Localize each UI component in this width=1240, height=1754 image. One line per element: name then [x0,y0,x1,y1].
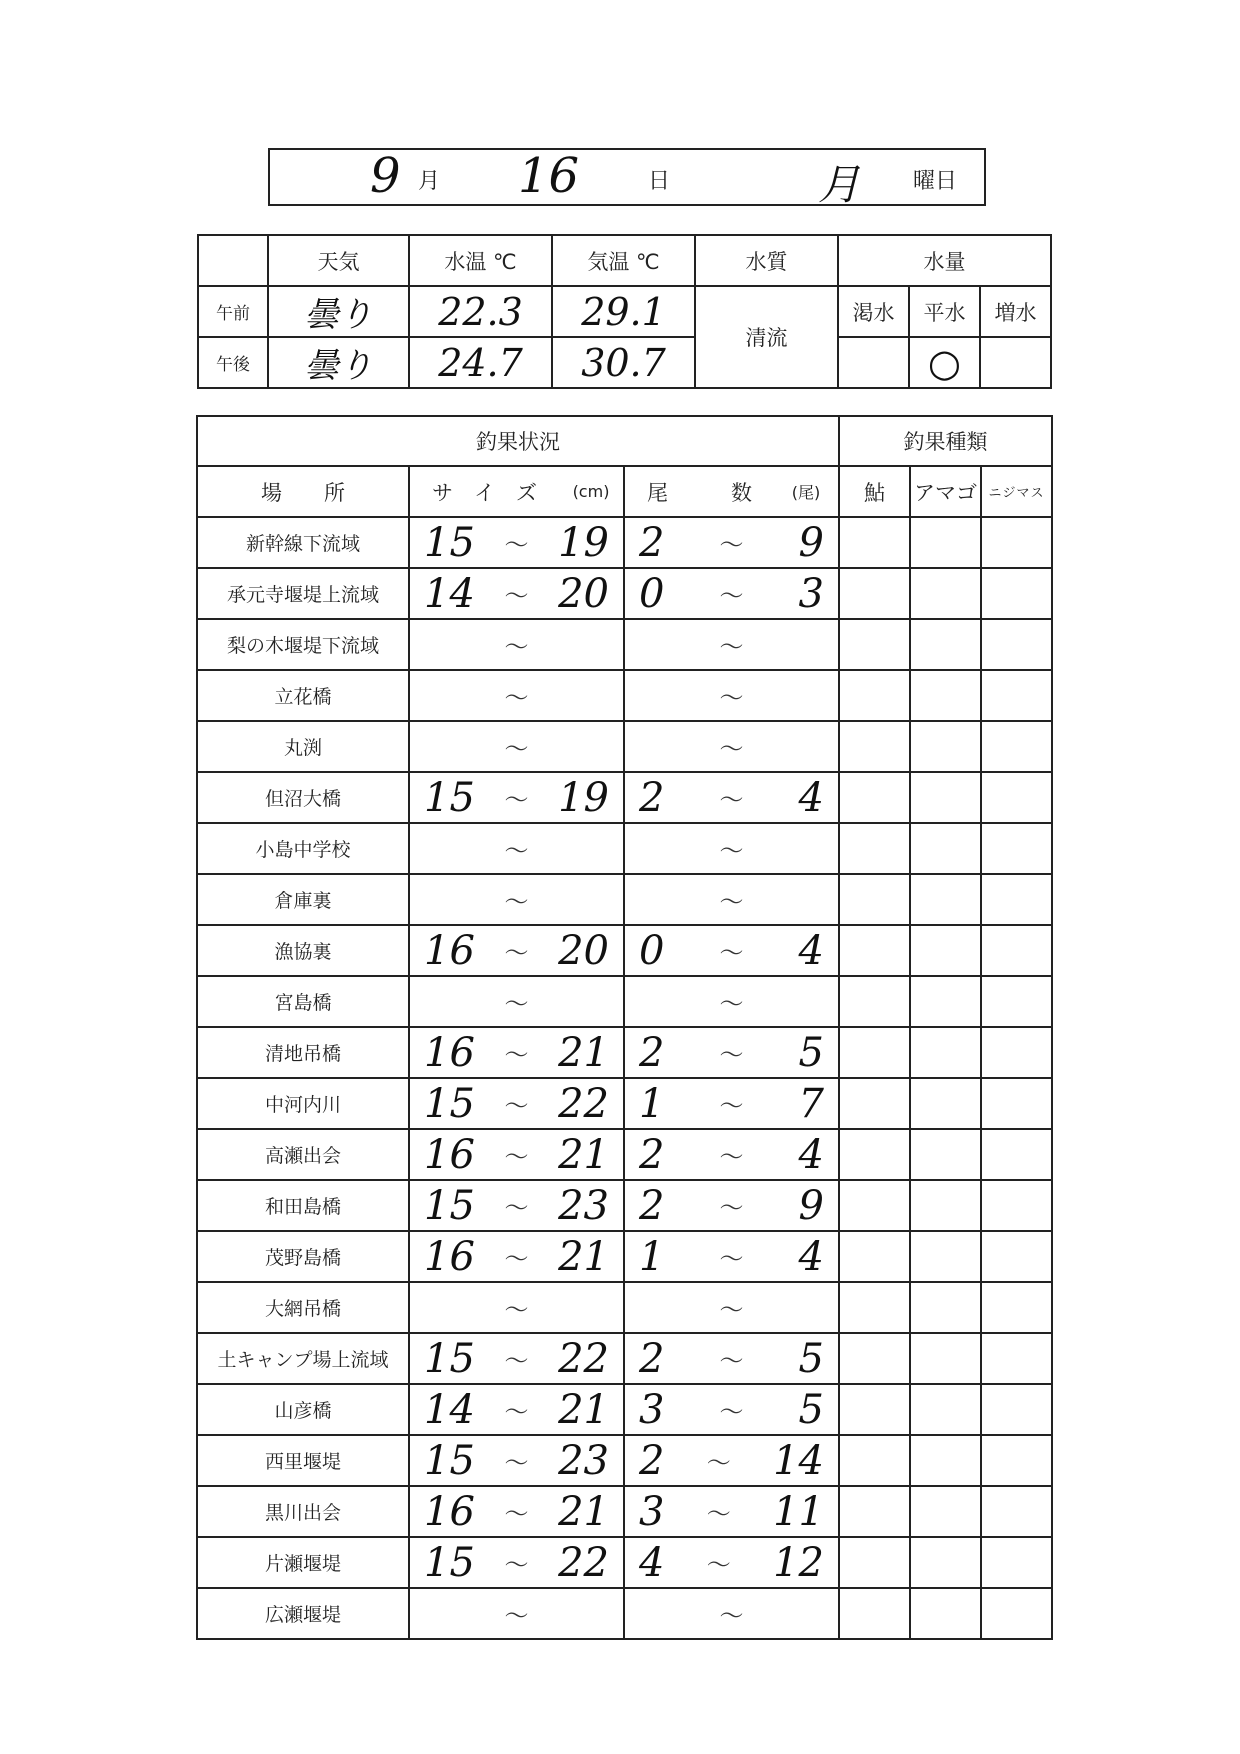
table-row [197,1384,1052,1435]
species-amago-cell [910,1078,981,1129]
size-range [409,1486,624,1537]
size-range [409,1078,624,1129]
range-tilde: ～ [719,1296,744,1324]
size-range [409,670,624,721]
range-tilde: ～ [504,1449,529,1477]
range-tilde: ～ [719,1092,744,1120]
size-range-max: 20 [558,927,609,974]
level-mark-high [980,337,1051,388]
size-range [409,1537,624,1588]
range-tilde: ～ [504,1143,529,1171]
place-name: 西里堰堤 [197,1435,409,1486]
catch-table [196,415,1053,1640]
place-name: 茂野島橋 [197,1231,409,1282]
size-range-max: 22 [558,1539,609,1586]
count-range-max: 3 [798,570,824,617]
species-ayu-cell [839,1180,910,1231]
size-range [409,772,624,823]
species-rainbow-trout-cell [981,1231,1052,1282]
species-ayu-cell [839,1435,910,1486]
pm-water-temp: 24.7 [409,337,552,388]
count-range-min: 2 [639,519,665,566]
species-rainbow-trout-cell [981,1384,1052,1435]
size-range [409,874,624,925]
table-row [197,976,1052,1027]
size-range-min: 16 [424,1131,475,1178]
range-tilde: ～ [504,633,529,661]
range-tilde: ～ [504,1041,529,1069]
range-tilde: ～ [719,786,744,814]
species-rainbow-trout-cell [981,1129,1052,1180]
species-rainbow-trout-cell [981,772,1052,823]
species-amago-cell [910,1333,981,1384]
place-name: 小島中学校 [197,823,409,874]
table-row [197,1129,1052,1180]
count-range-min: 2 [639,1182,665,1229]
range-tilde: ～ [504,531,529,559]
count-range [624,1333,839,1384]
size-range-min: 15 [424,1539,475,1586]
range-tilde: ～ [719,939,744,967]
species-amago-cell [910,1384,981,1435]
species-amago-cell [910,619,981,670]
count-range [624,1486,839,1537]
species-ayu-cell [839,772,910,823]
place-name: 山彦橋 [197,1384,409,1435]
species-rainbow-trout-cell [981,1027,1052,1078]
range-tilde: ～ [706,1449,731,1477]
place-name: 立花橋 [197,670,409,721]
size-range [409,1333,624,1384]
place-name: 丸渕 [197,721,409,772]
range-tilde: ～ [504,735,529,763]
species-ayu-cell [839,1588,910,1639]
size-range-max: 19 [558,519,609,566]
species-amago-cell [910,1435,981,1486]
day-value: 16 [518,148,580,204]
species-amago-cell [910,1588,981,1639]
species-amago-cell [910,1180,981,1231]
size-range [409,517,624,568]
am-water-temp: 22.3 [409,286,552,337]
range-tilde: ～ [706,1551,731,1579]
size-range-min: 16 [424,1233,475,1280]
count-range-min: 2 [639,1029,665,1076]
range-tilde: ～ [719,888,744,916]
species-ayu-cell [839,721,910,772]
range-tilde: ～ [504,888,529,916]
table-row [197,1027,1052,1078]
table-row [197,772,1052,823]
count-range [624,619,839,670]
species-amago-cell [910,1231,981,1282]
species-ayu-cell [839,925,910,976]
table-row [197,1231,1052,1282]
size-range [409,1282,624,1333]
species-rainbow-trout-cell [981,619,1052,670]
size-range-min: 15 [424,1335,475,1382]
count-range-max: 5 [798,1386,824,1433]
day-label: 日 [648,169,671,194]
place-name: 漁協裏 [197,925,409,976]
count-range-max: 4 [798,927,824,974]
count-range [624,1384,839,1435]
species-amago-cell [910,1027,981,1078]
size-range-min: 14 [424,570,475,617]
range-tilde: ～ [719,1041,744,1069]
range-tilde: ～ [504,1296,529,1324]
species-amago-cell [910,568,981,619]
size-range-min: 15 [424,1182,475,1229]
count-range-max: 9 [798,519,824,566]
count-range-max: 4 [798,1131,824,1178]
size-range [409,976,624,1027]
pm-weather: 曇り [268,337,409,388]
species-amago-cell [910,1537,981,1588]
size-range-min: 15 [424,519,475,566]
place-name: 但沼大橋 [197,772,409,823]
pm-air-temp: 30.7 [552,337,695,388]
place-name: 宮島橋 [197,976,409,1027]
level-mark-low [838,337,909,388]
range-tilde: ～ [504,1602,529,1630]
count-range-min: 1 [639,1233,665,1280]
count-range-max: 4 [798,1233,824,1280]
count-range-max: 11 [773,1488,824,1535]
range-tilde: ～ [504,684,529,712]
table-row [197,670,1052,721]
species-ayu-cell [839,1282,910,1333]
species-rainbow-trout-cell [981,874,1052,925]
species-amago-cell [910,1129,981,1180]
size-range-max: 21 [558,1386,609,1433]
species-amago: アマゴ [910,466,981,517]
species-rainbow-trout-cell [981,1180,1052,1231]
place-name: 承元寺堰堤上流域 [197,568,409,619]
count-range-max: 12 [773,1539,824,1586]
am-weather: 曇り [268,286,409,337]
place-name: 倉庫裏 [197,874,409,925]
table-row [197,721,1052,772]
range-tilde: ～ [719,1143,744,1171]
level-option-low: 渇水 [838,286,909,337]
size-range [409,823,624,874]
size-range-min: 16 [424,1029,475,1076]
place-name: 広瀬堰堤 [197,1588,409,1639]
species-ayu-cell [839,1078,910,1129]
species-amago-cell [910,925,981,976]
species-amago-cell [910,1486,981,1537]
am-air-temp: 29.1 [552,286,695,337]
month-value: 9 [370,148,401,204]
count-range [624,517,839,568]
count-range [624,976,839,1027]
table-row [197,1435,1052,1486]
range-tilde: ～ [719,1194,744,1222]
table-row [197,874,1052,925]
range-tilde: ～ [719,531,744,559]
count-range [624,568,839,619]
count-range [624,1537,839,1588]
species-rainbow-trout-cell [981,1282,1052,1333]
size-range [409,925,624,976]
count-range [624,823,839,874]
table-row [197,1333,1052,1384]
range-tilde: ～ [719,684,744,712]
table-row [197,925,1052,976]
size-range [409,1027,624,1078]
count-range [624,1588,839,1639]
header-water-level: 水量 [838,235,1051,286]
range-tilde: ～ [504,939,529,967]
count-range [624,1231,839,1282]
size-range-max: 22 [558,1335,609,1382]
species-amago-cell [910,772,981,823]
header-water-quality: 水質 [695,235,838,286]
level-option-normal: 平水 [909,286,980,337]
weekday-value: 月 [818,160,861,209]
species-ayu-cell [839,670,910,721]
count-range-max: 5 [798,1335,824,1382]
count-range [624,1435,839,1486]
count-range-min: 4 [639,1539,665,1586]
size-range-min: 16 [424,927,475,974]
count-range [624,1180,839,1231]
count-range-min: 3 [639,1488,665,1535]
count-range-max: 14 [773,1437,824,1484]
species-rainbow-trout-cell [981,1333,1052,1384]
species-rainbow-trout-cell [981,721,1052,772]
size-range [409,721,624,772]
count-range [624,1027,839,1078]
count-range [624,874,839,925]
range-tilde: ～ [719,582,744,610]
species-rainbow-trout-cell [981,925,1052,976]
table-row [197,823,1052,874]
size-range-max: 21 [558,1233,609,1280]
species-amago-cell [910,517,981,568]
size-range [409,1384,624,1435]
count-range [624,670,839,721]
species-amago-cell [910,976,981,1027]
size-range-max: 22 [558,1080,609,1127]
col-count: 尾 数 [624,466,774,517]
species-rainbow-trout-cell [981,517,1052,568]
place-name: 黒川出会 [197,1486,409,1537]
size-range [409,1129,624,1180]
count-range-min: 2 [639,1335,665,1382]
species-ayu-cell [839,1384,910,1435]
species-rainbow-trout-cell [981,1435,1052,1486]
count-range [624,1078,839,1129]
species-ayu-cell [839,1486,910,1537]
species-ayu-cell [839,1333,910,1384]
place-name: 和田島橋 [197,1180,409,1231]
size-range-max: 19 [558,774,609,821]
species-ayu-cell [839,823,910,874]
level-mark-normal: ○ [909,337,980,388]
species-amago-cell [910,823,981,874]
table-row [197,1282,1052,1333]
col-count-unit: (尾) [774,466,839,517]
catch-status-title: 釣果状況 [197,416,839,466]
species-ayu-cell [839,619,910,670]
size-range-max: 23 [558,1182,609,1229]
range-tilde: ～ [504,1500,529,1528]
count-range-max: 7 [798,1080,824,1127]
count-range-max: 5 [798,1029,824,1076]
range-tilde: ～ [504,1245,529,1273]
species-rainbow-trout-cell [981,976,1052,1027]
count-range-max: 4 [798,774,824,821]
header-air-temp: 気温 ℃ [552,235,695,286]
range-tilde: ～ [504,990,529,1018]
species-amago-cell [910,670,981,721]
table-row [197,619,1052,670]
table-row [197,568,1052,619]
size-range-max: 21 [558,1488,609,1535]
table-row [197,517,1052,568]
col-size: サ イ ズ [409,466,559,517]
table-row [197,1486,1052,1537]
place-name: 新幹線下流域 [197,517,409,568]
count-range-min: 0 [639,570,665,617]
row-label-am: 午前 [198,286,268,337]
col-size-unit: (cm) [559,466,624,517]
size-range [409,619,624,670]
range-tilde: ～ [504,1194,529,1222]
size-range-max: 20 [558,570,609,617]
place-name: 清地吊橋 [197,1027,409,1078]
range-tilde: ～ [504,1551,529,1579]
species-rainbow-trout-cell [981,1588,1052,1639]
size-range [409,1180,624,1231]
place-name: 土キャンプ場上流域 [197,1333,409,1384]
size-range-min: 15 [424,1080,475,1127]
count-range-min: 2 [639,774,665,821]
table-row [197,1078,1052,1129]
species-ayu-cell [839,1027,910,1078]
range-tilde: ～ [719,633,744,661]
weather-table [197,234,1052,389]
count-range-min: 3 [639,1386,665,1433]
size-range [409,568,624,619]
water-quality-value: 清流 [695,286,838,388]
range-tilde: ～ [504,786,529,814]
count-range-min: 2 [639,1131,665,1178]
date-box [268,148,986,209]
range-tilde: ～ [706,1500,731,1528]
place-name: 大網吊橋 [197,1282,409,1333]
species-ayu-cell [839,517,910,568]
species-rainbow-trout-cell [981,823,1052,874]
species-ayu: 鮎 [839,466,910,517]
count-range-min: 2 [639,1437,665,1484]
count-range-min: 0 [639,927,665,974]
species-rainbow-trout-cell [981,1078,1052,1129]
place-name: 片瀬堰堤 [197,1537,409,1588]
table-row [197,1180,1052,1231]
species-rainbow-trout-cell [981,1486,1052,1537]
corner-cell [198,235,268,286]
count-range-max: 9 [798,1182,824,1229]
species-rainbow-trout: ニジマス [981,466,1052,517]
count-range [624,1129,839,1180]
table-row [197,1537,1052,1588]
size-range [409,1588,624,1639]
range-tilde: ～ [719,837,744,865]
range-tilde: ～ [504,582,529,610]
size-range-max: 21 [558,1131,609,1178]
header-water-temp: 水温 ℃ [409,235,552,286]
count-range [624,925,839,976]
range-tilde: ～ [719,1398,744,1426]
size-range-max: 21 [558,1029,609,1076]
size-range-max: 23 [558,1437,609,1484]
range-tilde: ～ [719,1245,744,1273]
header-weather: 天気 [268,235,409,286]
species-ayu-cell [839,1231,910,1282]
species-amago-cell [910,721,981,772]
species-ayu-cell [839,1129,910,1180]
place-name: 梨の木堰堤下流域 [197,619,409,670]
level-option-high: 増水 [980,286,1051,337]
species-rainbow-trout-cell [981,670,1052,721]
count-range [624,772,839,823]
species-rainbow-trout-cell [981,568,1052,619]
species-amago-cell [910,1282,981,1333]
count-range [624,1282,839,1333]
catch-species-title: 釣果種類 [839,416,1052,466]
species-amago-cell [910,874,981,925]
range-tilde: ～ [719,735,744,763]
species-ayu-cell [839,874,910,925]
month-label: 月 [418,169,441,194]
species-ayu-cell [839,976,910,1027]
place-name: 高瀬出会 [197,1129,409,1180]
range-tilde: ～ [504,1398,529,1426]
species-rainbow-trout-cell [981,1537,1052,1588]
species-ayu-cell [839,568,910,619]
size-range [409,1435,624,1486]
range-tilde: ～ [719,1347,744,1375]
weekday-label: 曜日 [913,169,958,194]
count-range-min: 1 [639,1080,665,1127]
size-range-min: 14 [424,1386,475,1433]
row-label-pm: 午後 [198,337,268,388]
count-range [624,721,839,772]
size-range-min: 16 [424,1488,475,1535]
size-range [409,1231,624,1282]
size-range-min: 15 [424,774,475,821]
col-place: 場 所 [197,466,409,517]
size-range-min: 15 [424,1437,475,1484]
place-name: 中河内川 [197,1078,409,1129]
range-tilde: ～ [504,837,529,865]
range-tilde: ～ [719,990,744,1018]
range-tilde: ～ [504,1092,529,1120]
range-tilde: ～ [719,1602,744,1630]
species-ayu-cell [839,1537,910,1588]
range-tilde: ～ [504,1347,529,1375]
table-row [197,1588,1052,1639]
